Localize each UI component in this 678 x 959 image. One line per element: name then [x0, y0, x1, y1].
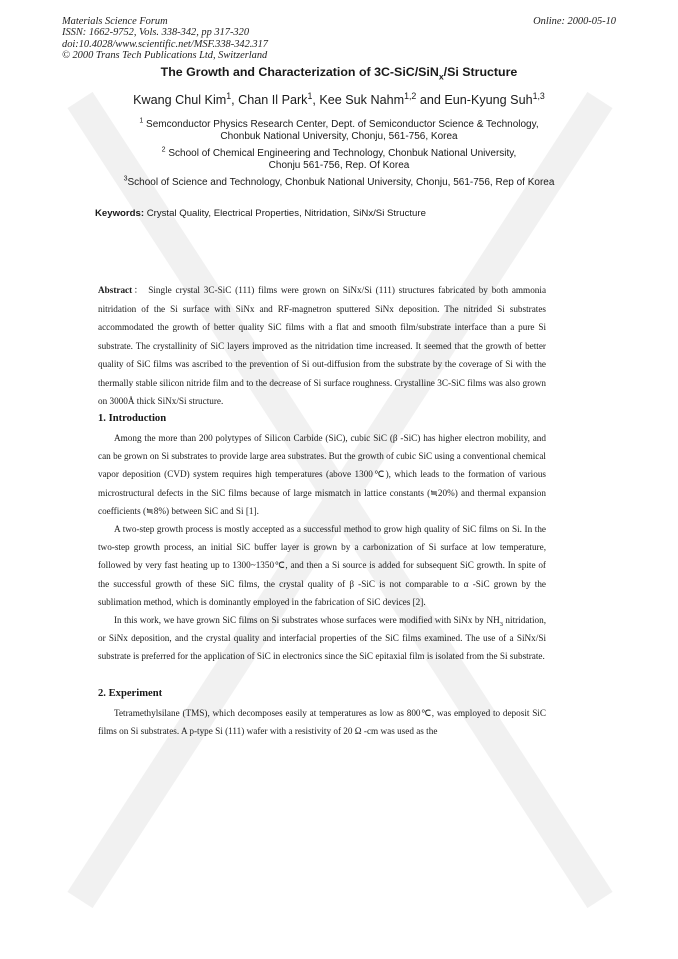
affiliation-3: $^3$School of Science and Technology, Chonbuk National University, Chonju, 561-756, Rep of Korea — [123, 175, 555, 188]
experiment-body — [98, 704, 546, 740]
paragraph: In this work, we have grown SiC films on Si substrates whose surfaces were modified with SiNx by $NH_3$ nitridation, or SiNx deposition, and the crystal quality and interfacial properties of the SiC films examined. The use of a SiNx/Si substrate is preferred for the application of SiC in electronics since the SiC epitaxial film is isolated from the Si substrate. — [98, 615, 546, 662]
abstract: Abstract： Single crystal 3C-SiC (111) films were grown on SiNx/Si (111) structures fabricated by both ammonia nitridation of the Si surface with SiNx and RF-magnetron sputtered SiNx deposition. The nitrided Si substrates accommodated the growth of better quality SiC films with a flat and smooth film/substrate interface than a pure Si substrate. The crystallinity of SiC layers improved as the nitridation time increased. It seemed that the growth of better quality of SiC films was ascribed to the prevention of Si out-diffusion from the substrate by the coverage of Si with the thermally stable silicon nitride film and to the decrease of Si surface roughness. Crystalline 3C-SiC films was also grown on 3000Å thick SiNx/Si structure. — [98, 285, 547, 406]
paragraph: A two-step growth process is mostly accepted as a successful method to grow high quality of SiC films on Si. In the two-step growth process, an initial SiC buffer layer is grown by a carbonization of Si surface at low temperature, followed by very fast heating up to 1300~1350℃, and then a Si source is added for subsequent SiC growth. In spite of the successful growth of these SiC films, the crystal quality of β -SiC is not comparable to α -SiC grown by the sublimation method, which is dominantly employed in the fabrication of SiC devices [2]. — [98, 524, 546, 607]
abstract-text: Single crystal 3C-SiC (111) films were grown on SiNx/Si (111) structures fabricated by both ammonia nitridation of the Si surface with SiNx and RF-magnetron sputtered SiNx deposition. The nitrided Si substrates accommodated the growth of better quality SiC films with a flat and smooth film/substrate interface than a pure Si substrate. The crystallinity of SiC layers improved as the nitridation time increased. It seemed that the growth of better quality of SiC films was ascribed to the prevention of Si out-diffusion from the substrate by the coverage of Si with the thermally stable silicon nitride film and to the decrease of Si surface roughness. Crystalline 3C-SiC films was also grown on 3000Å thick SiNx/Si structure. — [98, 285, 547, 406]
author-list: Kwang Chul Kim$^1$, Chan Il Park$^1$, Kee Suk Nahm$^{1,2}$ and Eun-Kyung Suh$^{1,3}$ — [133, 90, 545, 107]
author-name: Eun-Kyung Suh — [444, 93, 533, 107]
abstract-label: Abstract — [98, 285, 133, 295]
section-heading-experiment: 2. Experiment — [98, 688, 163, 699]
paper-title: The Growth and Characterization of 3C-SiC/SiN$_x$/Si Structure — [160, 65, 518, 82]
copyright-line: © 2000 Trans Tech Publications Ltd, Switzerland — [62, 50, 268, 62]
citation-header — [62, 16, 268, 62]
paragraph: Tetramethylsilane (TMS), which decomposes easily at temperatures as low as 800℃, was employed to deposit SiC films on Si substrates. A p-type Si (111) wafer with a resistivity of 20 Ω -cm was used as the — [98, 708, 546, 737]
author-name: Chan Il Park — [238, 93, 308, 107]
online-date: Online: 2000-05-10 — [533, 16, 616, 27]
introduction-body — [98, 429, 546, 666]
issn-line: ISSN: 1662-9752, Vols. 338-342, pp 317-320 — [62, 27, 250, 39]
keywords: Keywords: Crystal Quality, Electrical Properties, Nitridation, SiNx/Si Structure — [95, 208, 426, 219]
journal-name: Materials Science Forum — [62, 16, 168, 27]
paragraph: Among the more than 200 polytypes of Silicon Carbide (SiC), cubic SiC (β -SiC) has higher electron mobility, and can be grown on Si substrates to provide large area substrates. But the growth of cubic SiC using a conventional chemical vapor deposition (CVD) system requires high temperatures (above 1300℃), which leads to the formation of various microstructural defects in the SiC films because of large mismatch in lattice constants (≒20%) and thermal expansion coefficients (≒8%) between SiC and Si [1]. — [98, 433, 546, 516]
affiliation-2: $^2$ School of Chemical Engineering and Technology, Chonbuk National University, Chonju 561-756, Rep. Of Korea — [161, 146, 517, 171]
section-heading-introduction: 1. Introduction — [98, 413, 167, 424]
affiliation-1: $^1$ Semconductor Physics Research Center, Dept. of Semiconductor Science & Technology, Chonbuk National University, Chonju, 561-756, Korea — [139, 117, 539, 142]
doi-line[interactable]: doi:10.4028/www.scientific.net/MSF.338-342.317 — [62, 38, 268, 50]
author-name: Kwang Chul Kim — [133, 93, 227, 107]
author-name: Kee Suk Nahm — [319, 93, 405, 107]
